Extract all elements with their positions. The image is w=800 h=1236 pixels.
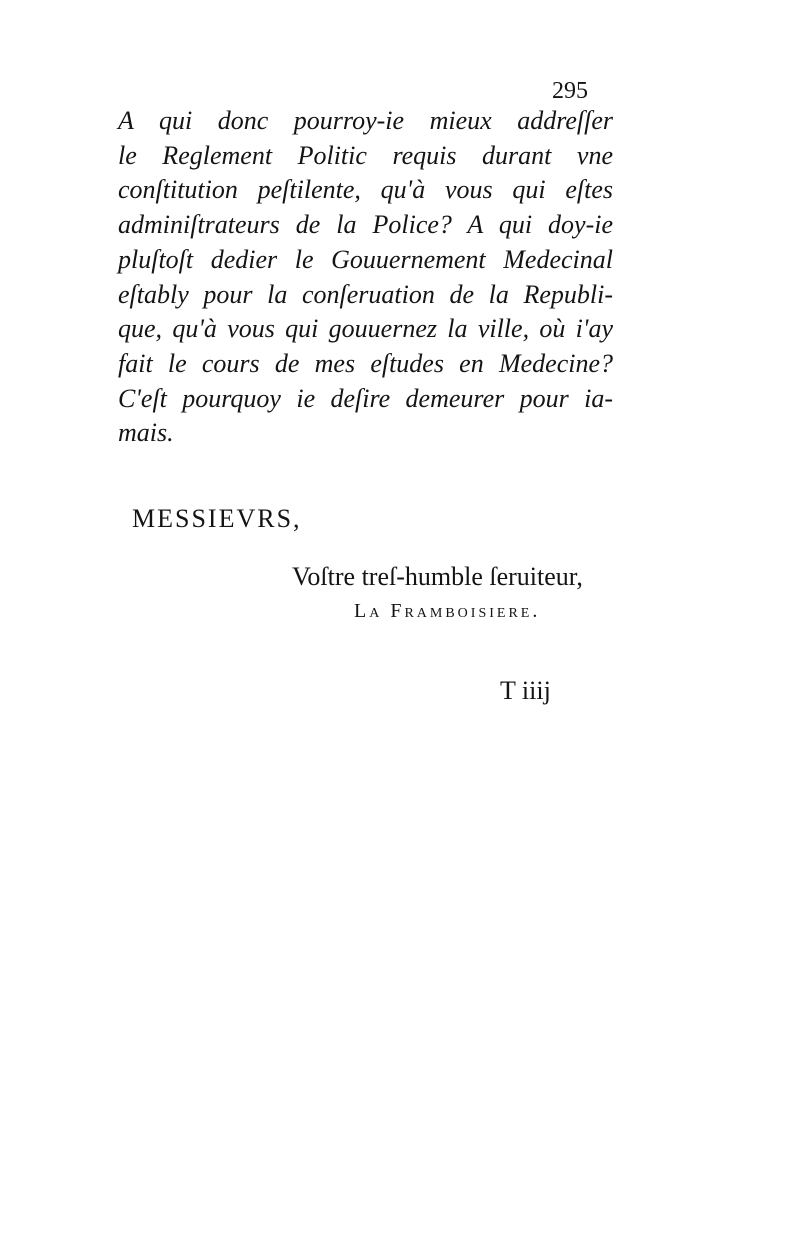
text-line: C'eſt pourquoy ie deſire demeurer pour ia- <box>118 383 613 413</box>
text-line: fait le cours de mes eſtudes en Medecine? <box>118 348 613 378</box>
signature: La Framboisiere. <box>354 600 541 622</box>
text-line: A qui donc pourroy-ie mieux addreſſer <box>118 106 613 135</box>
salutation: MESSIEVRS, <box>132 504 302 533</box>
text-line: pluſtoſt dedier le Gouuernement Medecinal <box>118 244 613 274</box>
text-line: conſtitution peſtilente, qu'à vous qui eſtes <box>118 175 613 205</box>
text-line: adminiſtrateurs de la Police? A qui doy-ie <box>118 210 613 240</box>
text-line: eſtably pour la conſeruation de la Republi- <box>118 279 613 309</box>
closing-formula: Voſtre treſ-humble ſeruiteur, <box>292 562 583 591</box>
dedication-paragraph <box>118 104 613 451</box>
page-number: 295 <box>552 78 588 104</box>
text-line: le Reglement Politic requis durant vne <box>118 140 613 170</box>
text-line: que, qu'à vous qui gouuernez la ville, où i'ay <box>118 314 613 344</box>
signature-mark: T iiij <box>500 676 551 705</box>
text-line: mais. <box>118 418 174 448</box>
